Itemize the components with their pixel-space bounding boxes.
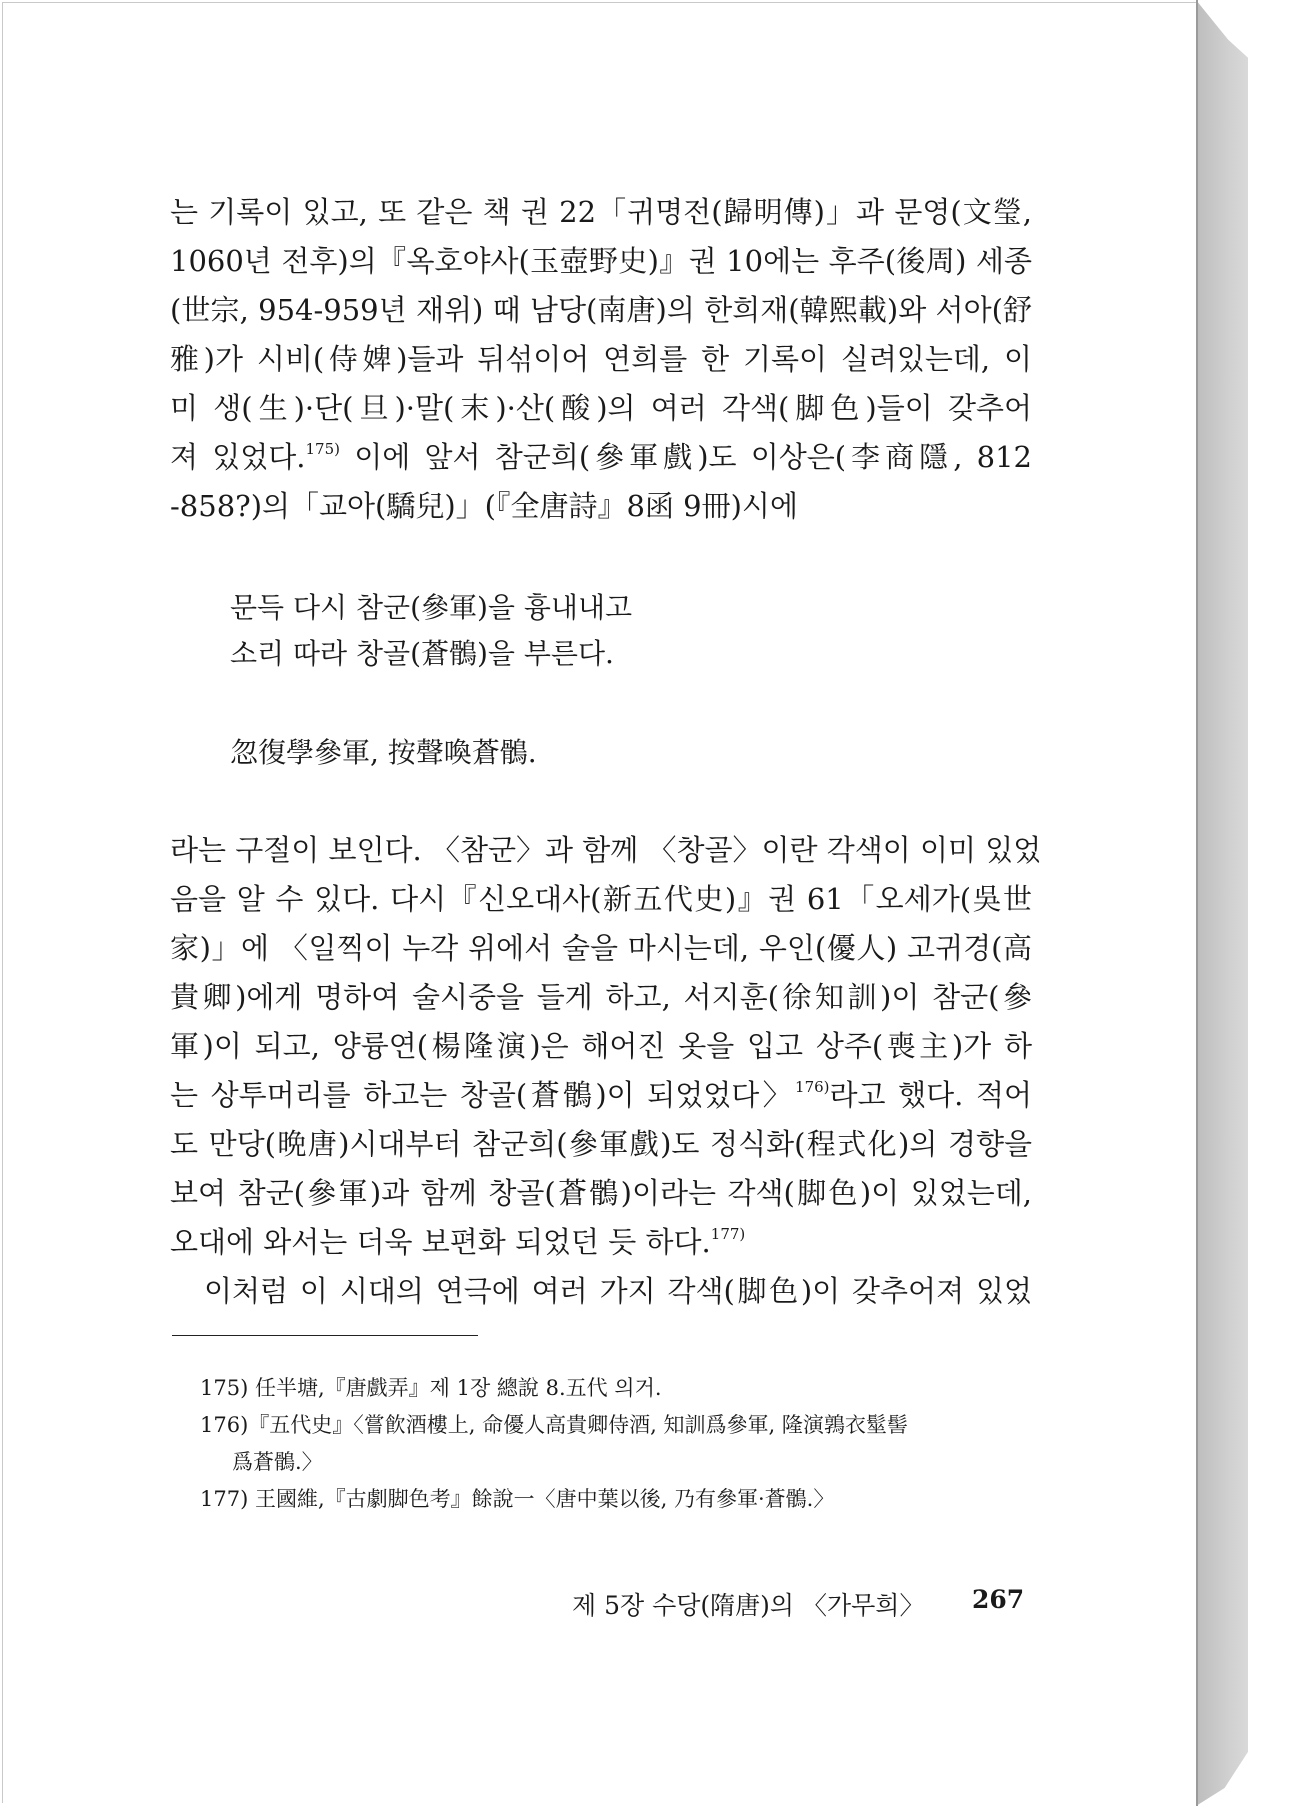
- footnote-divider: [172, 1335, 478, 1336]
- body-line-indented: 이처럼 이 시대의 연극에 여러 가지 각색(脚色)이 갖추어져 있었: [204, 1274, 1032, 1308]
- body-line: 雅)가 시비(侍婢)들과 뒤섞이어 연희를 한 기록이 실려있는데, 이: [170, 342, 1032, 376]
- body-line: 는 기록이 있고, 또 같은 책 권 22「귀명전(歸明傳)」과 문영(文瑩,: [170, 195, 1032, 229]
- body-text: 져 있었다.: [170, 440, 306, 474]
- body-text: 라고 했다. 적어: [829, 1078, 1032, 1112]
- poem-quote-korean: [230, 585, 632, 677]
- paragraph-2: [170, 826, 1042, 1316]
- body-line: 軍)이 되고, 양륭연(楊隆演)은 해어진 옷을 입고 상주(喪主)가 하: [170, 1029, 1032, 1063]
- page-edge-line: [1196, 0, 1198, 1806]
- body-line-with-ref: [170, 433, 1032, 482]
- body-line: 음을 알 수 있다. 다시『신오대사(新五代史)』권 61「오세가(吳世: [170, 882, 1032, 916]
- page-number: 267: [972, 1585, 1025, 1614]
- body-text: 는 상투머리를 하고는 창골(蒼鶻)이 되었었다〉: [170, 1078, 796, 1112]
- footnote-ref-177[interactable]: 177): [710, 1225, 746, 1243]
- poem-line: 문득 다시 참군(參軍)을 흉내내고: [230, 591, 633, 624]
- body-line: (世宗, 954-959년 재위) 때 남당(南唐)의 한희재(韓熙載)와 서아(舒: [170, 293, 1032, 327]
- body-line: 보여 참군(參軍)과 함께 창골(蒼鶻)이라는 각색(脚色)이 있었는데,: [170, 1176, 1032, 1210]
- footnote-ref-176[interactable]: 176): [795, 1078, 830, 1096]
- body-line-with-ref: [170, 1218, 1032, 1267]
- body-line: 家)」에 〈일찍이 누각 위에서 술을 마시는데, 우인(優人) 고귀경(高: [170, 931, 1032, 965]
- body-line: 미 생(生)·단(旦)·말(末)·산(酸)의 여러 각색(脚色)들이 갖추어: [170, 391, 1032, 425]
- body-text: 오대에 와서는 더욱 보편화 되었던 듯 하다.: [170, 1225, 711, 1259]
- body-line: 도 만당(晩唐)시대부터 참군희(參軍戲)도 정식화(程式化)의 경향을: [170, 1127, 1032, 1161]
- poem-line-chinese: 忽復學參軍, 按聲喚蒼鶻.: [230, 736, 537, 769]
- paragraph-1: [170, 188, 1032, 531]
- body-line: 1060년 전후)의『옥호야사(玉壺野史)』권 10에는 후주(後周) 세종: [170, 244, 1032, 278]
- footnote-175: 175) 任半塘,『唐戲弄』제 1장 總說 8.五代 의거.: [200, 1376, 662, 1400]
- page-stack-edge: [1196, 0, 1248, 1806]
- body-line: 貴卿)에게 명하여 술시중을 들게 하고, 서지훈(徐知訓)이 참군(參: [170, 980, 1032, 1014]
- body-text: 이에 앞서 참군희(參軍戲)도 이상은(李商隱, 812: [354, 440, 1033, 474]
- footnote-176-continued: 爲蒼鶻.〉: [232, 1450, 323, 1474]
- poem-quote-chinese: [230, 730, 537, 776]
- running-footer-title: 제 5장 수당(隋唐)의 〈가무희〉: [572, 1591, 925, 1620]
- body-line: 라는 구절이 보인다. 〈참군〉과 함께 〈창골〉이란 각색이 이미 있었: [170, 833, 1042, 867]
- body-line: -858?)의「교아(驕兒)」(『全唐詩』8函 9冊)시에: [170, 489, 798, 523]
- footnote-ref-175[interactable]: 175): [305, 440, 340, 458]
- footnote-176: 176)『五代史』〈嘗飮酒樓上, 命優人高貴卿侍酒, 知訓爲參軍, 隆演鶉衣髽髻: [200, 1413, 908, 1437]
- body-line-with-ref: [170, 1071, 1032, 1120]
- footnote-177: 177) 王國維,『古劇脚色考』餘說一〈唐中葉以後, 乃有參軍·蒼鶻.〉: [200, 1487, 835, 1511]
- poem-line: 소리 따라 창골(蒼鶻)을 부른다.: [230, 637, 614, 670]
- footnotes: [200, 1370, 1040, 1518]
